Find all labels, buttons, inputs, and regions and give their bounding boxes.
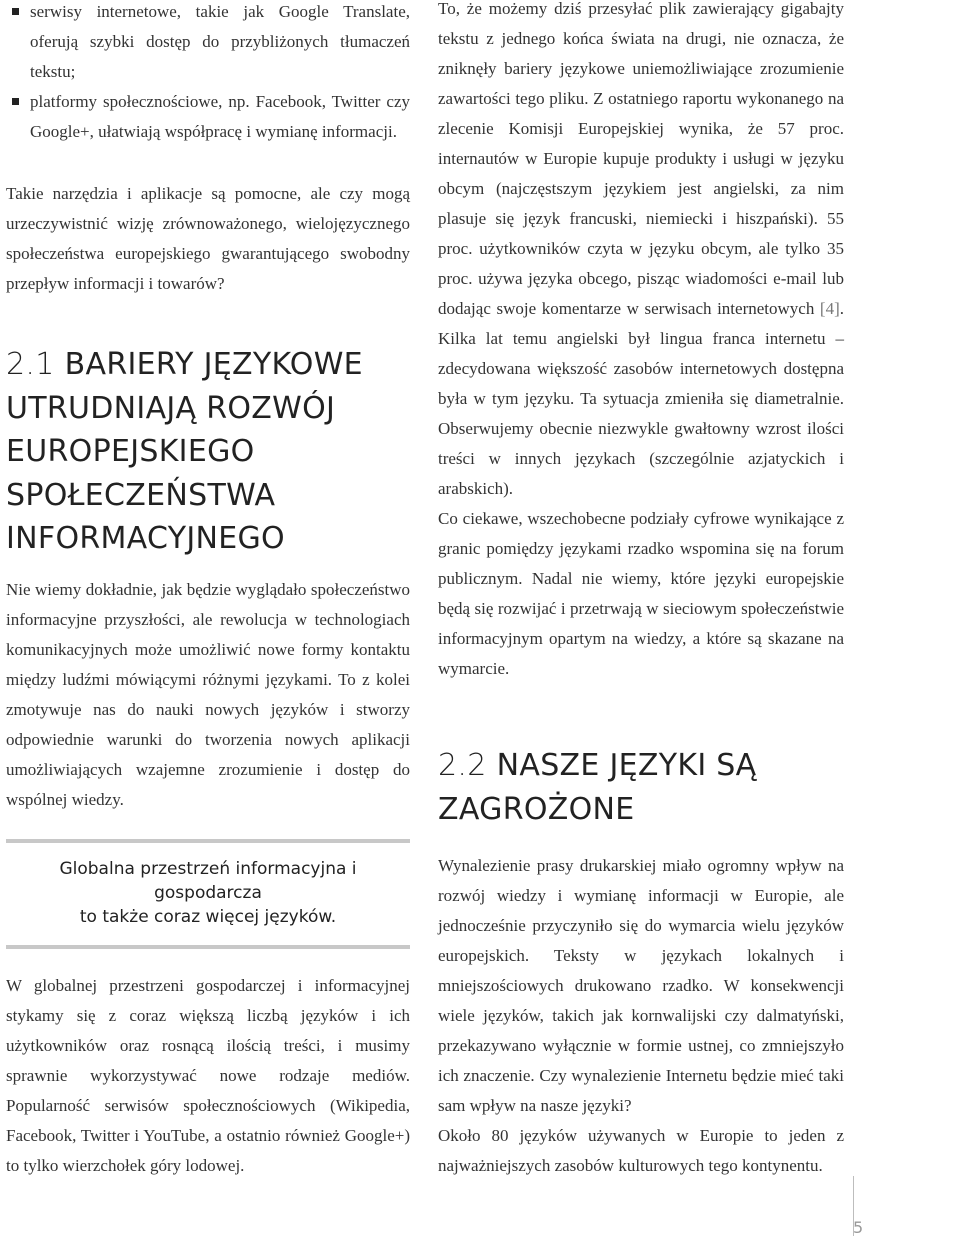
pull-quote bbox=[6, 839, 410, 949]
citation-reference: [4] bbox=[819, 299, 840, 318]
square-bullet-icon bbox=[12, 98, 19, 105]
section-heading-2-2 bbox=[438, 744, 844, 831]
section-heading-2-1 bbox=[6, 343, 410, 561]
list-item bbox=[6, 87, 410, 147]
pull-quote-line: Globalna przestrzeń informacyjna i gospodarcza bbox=[59, 858, 357, 903]
paragraph: Takie narzędzia i aplikacje są pomocne, ale czy mogą urzeczywistnić wizję zrównoważonego, wielojęzycznego społeczeństwa europejskiego gwarantującego swobodny przepływ informacji i towarów? bbox=[6, 184, 410, 293]
list-item-text: platformy społecznościowe, np. Facebook, Twitter czy Google+, ułatwiają współpracę i wymianę informacji. bbox=[30, 92, 410, 141]
paragraph: Wynalezienie prasy drukarskiej miało ogromny wpływ na rozwój wiedzy i wymianę informacji w Europie, ale jednocześnie przyczyniło się do wymarcia wielu języków europejskich. Teksty w językach lokalnych i mniejszościowych drukowano rzadko. W konsekwencji wiele języków, takich jak kornwalijski czy dalmatyński, przekazywano wyłącznie w formie ustnej, co zmniejszyło ich znaczenie. Czy wynalezienie Internetu będzie mieć taki sam wpływ na nasze języki? bbox=[438, 856, 844, 1115]
paragraph: Nie wiemy dokładnie, jak będzie wyglądało społeczeństwo informacyjne przyszłości, ale rewolucja w technologiach komunikacyjnych może umożliwić nowe formy kontaktu między ludźmi mówiącymi różnymi językami. To z kolei zmotywuje nas do nauki nowych języków i stworzy odpowiednie warunki do tworzenia nowych aplikacji umożliwiających wzajemne zrozumienie i dostęp do wspólnej wiedzy. bbox=[6, 579, 410, 809]
paragraph-text: To, że możemy dziś przesyłać plik zawierający gigabajty tekstu z jednego końca świata na drugi, nie oznacza, że zniknęły bariery językowe uniemożliwiające zrozumienie zawartości tego pliku. Z ostatniego raportu wykonanego na zlecenie Komisji Europejskiej wynika, że 57 proc. internautów w Europie kupuje produkty i usługi w języku obcym (najczęstszym językiem jest angielski, za nim plasuje się język francuski, niemiecki i hiszpański). 55 proc. użytkowników czyta w języku obcym, ale tylko 35 proc. używa języka obcego, pisząc wiadomości e-mail lub dodając swoje komentarze w serwisach internetowych bbox=[438, 0, 844, 318]
paragraph-text: . Kilka lat temu angielski był lingua franca internetu – zdecydowana większość zasobów internetowych dostępna była w tym języku. Ta sytuacja zmieniła się diametralnie. Obserwujemy obecnie niezwykle gwałtowny wzrost ilości treści w innych językach (szczególnie azjatyckich i arabskich). bbox=[438, 299, 844, 498]
page-number: 5 bbox=[853, 1218, 864, 1237]
left-column bbox=[6, 0, 410, 1181]
section-title: NASZE JĘZYKI SĄ ZAGROŻONE bbox=[438, 748, 757, 827]
paragraph bbox=[438, 0, 844, 504]
paragraph: Co ciekawe, wszechobecne podziały cyfrowe wynikające z granic pomiędzy językami rzadko wspomina się na forum publicznym. Nadal nie wiemy, które języki europejskie będą się rozwijać i przetrwają w sieciowym społeczeństwie informacyjnym opartym na wiedzy, a które są skazane na wymarcie. bbox=[438, 509, 844, 678]
section-title: BARIERY JĘZYKOWE UTRUDNIAJĄ ROZWÓJ EUROPEJSKIEGO SPOŁECZEŃSTWA INFORMACYJNEGO bbox=[6, 347, 363, 556]
bullet-list bbox=[6, 0, 410, 147]
right-column bbox=[438, 0, 844, 1181]
paragraph: Około 80 języków używanych w Europie to jeden z najważniejszych zasobów kulturowych tego kontynentu. bbox=[438, 1126, 844, 1175]
list-item-text: serwisy internetowe, takie jak Google Translate, oferują szybki dostęp do przybliżonych tłumaczeń tekstu; bbox=[30, 2, 410, 81]
paragraph: W globalnej przestrzeni gospodarczej i informacyjnej stykamy się z coraz większą liczbą języków i ich użytkowników oraz rosnącą ilością treści, i musimy sprawnie wykorzystywać nowe rodzaje mediów. Popularność serwisów społecznościowych (Wikipedia, Facebook, Twitter i YouTube, a ostatnio również Google+) to tylko wierzchołek góry lodowej. bbox=[6, 975, 410, 1175]
section-number: 2.1 bbox=[6, 347, 55, 382]
list-item bbox=[6, 0, 410, 87]
square-bullet-icon bbox=[12, 8, 19, 15]
section-number: 2.2 bbox=[438, 748, 487, 783]
pull-quote-line: to także coraz więcej języków. bbox=[79, 906, 337, 927]
